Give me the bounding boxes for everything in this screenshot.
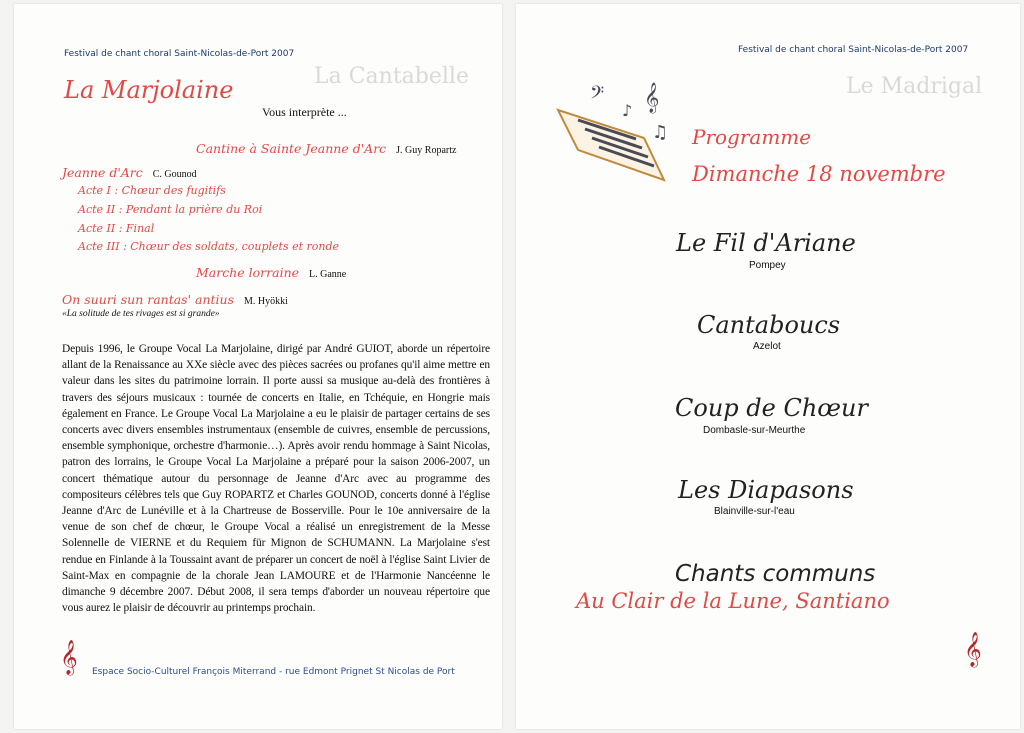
choir-city: Pompey	[749, 260, 786, 271]
program-item-marche	[196, 265, 346, 280]
svg-text:𝄢: 𝄢	[590, 83, 605, 108]
piece-composer: J. Guy Ropartz	[396, 145, 457, 156]
choir-city: Dombasle-sur-Meurthe	[703, 425, 806, 436]
festival-header: Festival de chant choral Saint-Nicolas-de-Port 2007	[738, 45, 969, 55]
left-page	[14, 4, 502, 729]
concert-date: Dimanche 18 novembre	[692, 162, 946, 186]
svg-text:♪: ♪	[622, 101, 633, 120]
interprete-label: Vous interprète ...	[262, 105, 347, 119]
piece-composer: M. Hyökki	[243, 296, 288, 307]
piece-title: Marche lorraine	[196, 265, 300, 280]
finnish-translation: «La solitude de tes rivages est si grande»	[62, 309, 220, 319]
svg-text:♫: ♫	[652, 122, 669, 143]
bleed-through-text: Le Madrigal	[846, 74, 983, 99]
piece-title: Cantine à Sainte Jeanne d'Arc	[196, 141, 387, 156]
chants-communs-heading: Chants communs	[675, 561, 876, 587]
bleed-through-text: La Cantabelle	[314, 64, 469, 89]
svg-text:𝄞: 𝄞	[644, 83, 660, 113]
piece-title: On suuri sun rantas' antius	[62, 292, 234, 307]
act-item: Acte II : Pendant la prière du Roi	[78, 203, 263, 216]
treble-clef-icon: 𝄞	[964, 632, 982, 667]
treble-clef-icon: 𝄞	[60, 640, 78, 675]
finale-songs: Au Clair de la Lune, Santiano	[576, 589, 890, 613]
piece-title: Jeanne d'Arc	[62, 165, 143, 180]
choir-city: Azelot	[753, 341, 781, 352]
program-item-finnish	[62, 292, 288, 307]
choir-name: Le Fil d'Ariane	[676, 229, 856, 257]
music-sheet-illustration	[552, 76, 694, 188]
program-item-jeanne	[62, 165, 197, 180]
act-item: Acte I : Chœur des fugitifs	[78, 184, 226, 197]
act-item: Acte II : Final	[78, 222, 155, 235]
choir-name: Les Diapasons	[678, 476, 854, 504]
piece-composer: L. Ganne	[309, 269, 347, 280]
choir-title: La Marjolaine	[64, 76, 234, 104]
piece-composer: C. Gounod	[152, 169, 197, 180]
act-item: Acte III : Chœur des soldats, couplets et ronde	[78, 240, 340, 253]
venue-footer: Espace Socio-Culturel François Miterrand - rue Edmont Prignet St Nicolas de Port	[92, 667, 455, 677]
choir-biography: Depuis 1996, le Groupe Vocal La Marjolaine, dirigé par André GUIOT, aborde un répertoire allant de la Renaissance au XXe siècle avec des pièces sacrées ou profanes qu'il aime mettre en valeur dans les sites du patrimoine lorrain. Il porte aussi sa musique au-delà des frontières à travers des séjours musicaux : tournée de concerts en Italie, en Tchéquie, en Hongrie mais également en France. Le Groupe Vocal La Marjolaine a eu le plaisir de partager certains de ses concerts avec divers ensembles instrumentaux (ensemble de cuivres, ensemble de percussions, ensemble symphonique, orchestre d'harmonie…). Après avoir rendu hommage à Saint Nicolas, patron des lorrains, le Groupe Vocal La Marjolaine a préparé pour la saison 2006-2007, un concert thématique autour du personnage de Jeanne d'Arc avec au programme des compositeurs célèbres tels que Guy ROPARTZ et Charles GOUNOD, concerts donné à l'église Jeanne d'Arc de Lunéville et à la Chartreuse de Bosserville. Pour le 10e anniversaire de la venue de son chef de chœur, le Groupe Vocal a réalisé un enregistrement de la Messe Solennelle de VIERNE et du Requiem für Mignon de SCHUMANN. La Marjolaine s'est rendue en Finlande à la Toussaint avant de préparer un concert de noël à l'église Saint Livier de Saint-Max en compagnie de la chorale Jean LAMOURE et de l'Harmonie Nancéenne le dimanche 9 décembre 2007. Début 2008, il sera temps d'aborder un nouveau répertoire que vous aurez le plaisir de découvrir au printemps prochain.	[62, 343, 490, 615]
right-page	[516, 4, 1020, 729]
festival-header: Festival de chant choral Saint-Nicolas-de-Port 2007	[64, 49, 295, 59]
program-item-cantique	[196, 141, 456, 156]
choir-city: Blainville-sur-l'eau	[714, 506, 795, 517]
choir-name: Coup de Chœur	[675, 394, 868, 422]
programme-title: Programme	[692, 125, 812, 149]
choir-name: Cantaboucs	[697, 311, 841, 339]
